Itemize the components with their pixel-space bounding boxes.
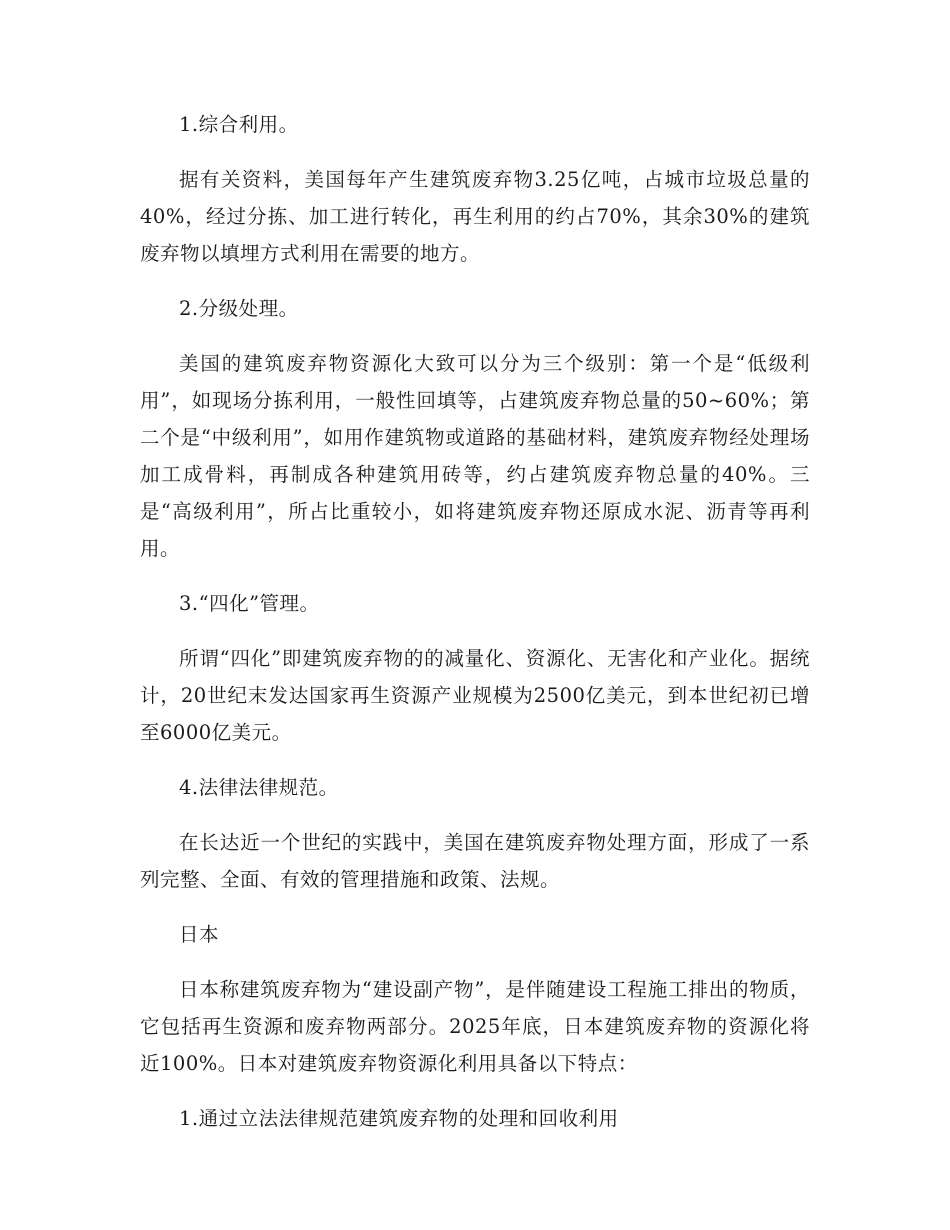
paragraph-graded-levels: 美国的建筑废弃物资源化大致可以分为三个级别：第一个是“低级利用”，如现场分拣利用，一般性回填等，占建筑废弃物总量的50~60%；第二个是“中级利用”，如用作建筑物或道路的基础材料，建筑废弃物经处理场加工成骨料，再制成各种建筑用砖等，约占建筑废弃物总量的40%。三是“高级利用”，所占比重较小，如将建筑废弃物还原成水泥、沥青等再利用。 — [140, 352, 810, 560]
heading-four-modernizations: 3.“四化”管理。 — [179, 592, 320, 615]
heading-legal-regulation: 4.法律法律规范。 — [179, 776, 339, 799]
paragraph-japan-overview: 日本称建筑废弃物为“建设副产物”，是伴随建设工程施工排出的物质，它包括再生资源和废弃物两部分。2025年底，日本建筑废弃物的资源化将近100%。日本对建筑废弃物资源化利用具备以下特点： — [140, 978, 810, 1075]
paragraph-us-waste-stats: 据有关资料，美国每年产生建筑废弃物3.25亿吨，占城市垃圾总量的40%，经过分拣、加工进行转化，再生利用的约占70%，其余30%的建筑废弃物以填埋方式利用在需要的地方。 — [140, 168, 810, 265]
heading-comprehensive-use: 1.综合利用。 — [179, 113, 299, 136]
paragraph-legal-regulation: 在长达近一个世纪的实践中，美国在建筑废弃物处理方面，形成了一系列完整、全面、有效的管理措施和政策、法规。 — [140, 831, 810, 891]
heading-japan-legislation: 1.通过立法法律规范建筑废弃物的处理和回收利用 — [179, 1107, 619, 1130]
heading-graded-treatment: 2.分级处理。 — [179, 297, 299, 320]
document-body — [140, 106, 810, 1137]
paragraph-four-modernizations: 所谓“四化”即建筑废弃物的的减量化、资源化、无害化和产业化。据统计，20世纪末发达国家再生资源产业规模为2500亿美元，到本世纪初已增至6000亿美元。 — [140, 647, 810, 744]
heading-japan: 日本 — [179, 923, 220, 946]
